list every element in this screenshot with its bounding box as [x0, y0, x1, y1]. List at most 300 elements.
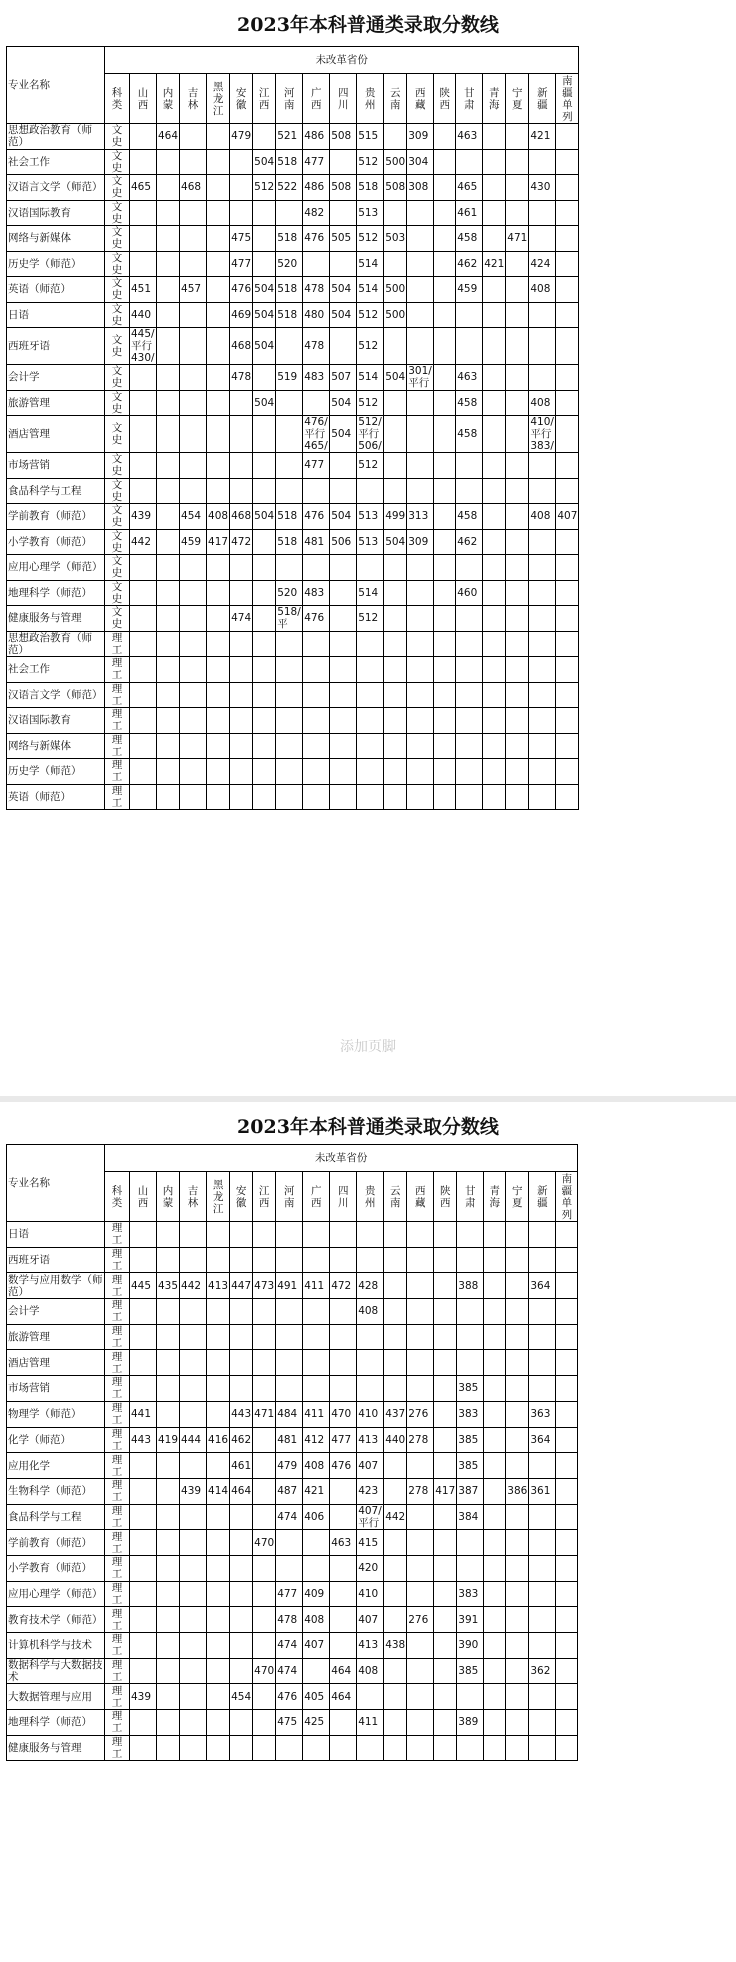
score-cell: 408	[529, 390, 556, 416]
score-cell	[384, 416, 407, 453]
score-cell: 504	[384, 529, 407, 555]
ke-cell: 理 工	[105, 1222, 130, 1248]
score-cell	[230, 1581, 253, 1607]
score-cell	[180, 1350, 207, 1376]
score-cell	[276, 1376, 303, 1402]
score-cell	[506, 1222, 529, 1248]
score-cell	[529, 1299, 556, 1325]
score-cell	[556, 657, 579, 683]
score-cell	[157, 580, 180, 606]
score-cell	[180, 390, 207, 416]
score-cell	[556, 1735, 578, 1761]
major-name-cell: 历史学（师范）	[7, 251, 105, 277]
score-cell	[253, 555, 276, 581]
score-cell: 464	[157, 124, 180, 150]
score-cell	[230, 759, 253, 785]
table-row	[7, 251, 579, 277]
score-cell	[556, 124, 579, 150]
province-header: 河 南	[276, 1172, 303, 1222]
ke-cell: 文 史	[105, 580, 130, 606]
score-cell	[157, 328, 180, 365]
score-cell	[457, 1324, 484, 1350]
score-cell	[434, 175, 456, 201]
table-row	[7, 1273, 578, 1299]
score-cell	[276, 453, 303, 479]
score-cell	[556, 1453, 578, 1479]
score-cell	[330, 631, 357, 657]
score-cell	[253, 1350, 276, 1376]
score-cell	[529, 365, 556, 391]
table-row	[7, 1504, 578, 1530]
score-cell: 482	[303, 200, 330, 226]
score-cell	[384, 1350, 407, 1376]
score-cell	[384, 478, 407, 504]
score-cell	[384, 1324, 407, 1350]
score-cell	[483, 390, 506, 416]
score-cell	[407, 1658, 434, 1684]
score-cell	[483, 365, 506, 391]
score-cell	[457, 1530, 484, 1556]
score-cell	[434, 1581, 457, 1607]
score-cell	[157, 1504, 180, 1530]
province-header: 西 藏	[407, 74, 434, 124]
score-cell	[330, 200, 357, 226]
major-name-cell: 应用心理学（师范）	[7, 555, 105, 581]
ke-cell: 理 工	[105, 1376, 130, 1402]
score-cell	[330, 1299, 357, 1325]
ke-cell: 理 工	[105, 1633, 130, 1659]
score-cell	[157, 453, 180, 479]
score-cell	[230, 175, 253, 201]
score-cell: 477	[303, 149, 330, 175]
score-cell	[556, 149, 579, 175]
score-cell: 514	[357, 365, 384, 391]
score-cell: 500	[384, 302, 407, 328]
score-cell	[180, 631, 207, 657]
score-cell: 504	[330, 302, 357, 328]
score-cell	[303, 733, 330, 759]
table-row	[7, 416, 579, 453]
province-header: 青 海	[484, 1172, 506, 1222]
score-cell	[456, 733, 483, 759]
score-cell	[130, 149, 157, 175]
score-cell	[130, 1530, 157, 1556]
table-row	[7, 682, 579, 708]
score-cell	[484, 1401, 506, 1427]
score-cell	[456, 149, 483, 175]
major-name-cell: 学前教育（师范）	[7, 504, 105, 530]
score-cell	[207, 416, 230, 453]
score-cell	[529, 529, 556, 555]
score-cell: 443	[130, 1427, 157, 1453]
score-cell	[230, 1735, 253, 1761]
ke-cell: 理 工	[105, 1350, 130, 1376]
score-cell	[483, 478, 506, 504]
score-cell	[556, 1427, 578, 1453]
score-cell	[207, 478, 230, 504]
score-cell	[407, 631, 434, 657]
score-cell	[407, 1581, 434, 1607]
score-cell	[434, 226, 456, 252]
score-cell	[556, 1607, 578, 1633]
score-cell	[330, 1504, 357, 1530]
score-cell: 414	[207, 1478, 230, 1504]
major-name-cell: 大数据管理与应用	[7, 1684, 105, 1710]
score-cell: 362	[529, 1658, 556, 1684]
score-cell	[483, 453, 506, 479]
score-cell: 486	[303, 175, 330, 201]
score-cell	[180, 759, 207, 785]
score-cell	[276, 200, 303, 226]
score-cell	[357, 1350, 384, 1376]
table-row	[7, 1581, 578, 1607]
score-cell	[230, 1504, 253, 1530]
table-row	[7, 453, 579, 479]
score-cell	[276, 657, 303, 683]
score-cell	[130, 1658, 157, 1684]
score-cell	[556, 328, 579, 365]
score-cell	[434, 529, 456, 555]
ke-cell: 文 史	[105, 277, 130, 303]
major-name-cell: 日语	[7, 302, 105, 328]
score-cell	[303, 708, 330, 734]
score-cell	[207, 1607, 230, 1633]
score-cell	[434, 1530, 457, 1556]
score-cell: 411	[303, 1273, 330, 1299]
score-cell	[207, 1555, 230, 1581]
province-header: 宁 夏	[506, 1172, 529, 1222]
score-cell	[330, 1376, 357, 1402]
ke-cell: 理 工	[105, 1530, 130, 1556]
score-cell	[506, 657, 529, 683]
score-cell	[556, 1581, 578, 1607]
province-header: 西 藏	[407, 1172, 434, 1222]
score-cell	[253, 1710, 276, 1736]
score-cell	[130, 555, 157, 581]
score-cell	[556, 1710, 578, 1736]
score-cell	[529, 1607, 556, 1633]
add-footer-link[interactable]: 添加页脚	[340, 1039, 396, 1055]
score-cell	[456, 302, 483, 328]
score-cell	[180, 682, 207, 708]
score-cell	[384, 1376, 407, 1402]
score-cell	[253, 365, 276, 391]
score-cell	[130, 1607, 157, 1633]
score-cell	[253, 1453, 276, 1479]
score-cell	[230, 1222, 253, 1248]
score-cell: 518	[276, 149, 303, 175]
major-name-cell: 物理学（师范）	[7, 1401, 105, 1427]
score-cell: 425	[303, 1710, 330, 1736]
score-cell: 406	[303, 1504, 330, 1530]
score-cell	[303, 682, 330, 708]
score-cell	[330, 1710, 357, 1736]
score-cell	[506, 328, 529, 365]
score-cell	[157, 277, 180, 303]
score-cell	[207, 277, 230, 303]
score-cell	[230, 390, 253, 416]
score-cell: 508	[384, 175, 407, 201]
score-cell	[484, 1555, 506, 1581]
score-cell: 512	[357, 226, 384, 252]
score-cell	[529, 149, 556, 175]
major-name-cell: 旅游管理	[7, 1324, 105, 1350]
table-row	[7, 1530, 578, 1556]
score-cell: 470	[253, 1530, 276, 1556]
score-cell	[384, 631, 407, 657]
score-cell	[157, 226, 180, 252]
score-cell: 391	[457, 1607, 484, 1633]
score-cell: 478	[276, 1607, 303, 1633]
table-row	[7, 1684, 578, 1710]
score-cell: 472	[230, 529, 253, 555]
score-cell	[434, 1504, 457, 1530]
score-cell	[180, 251, 207, 277]
score-cell: 521	[276, 124, 303, 150]
score-cell	[506, 1530, 529, 1556]
score-cell	[276, 1247, 303, 1273]
score-cell	[529, 1581, 556, 1607]
score-cell: 463	[456, 365, 483, 391]
score-cell	[303, 1735, 330, 1761]
score-cell	[330, 1324, 357, 1350]
score-cell	[529, 226, 556, 252]
score-cell	[483, 759, 506, 785]
score-cell: 505	[330, 226, 357, 252]
score-cell: 481	[276, 1427, 303, 1453]
table-row	[7, 631, 579, 657]
score-cell	[483, 708, 506, 734]
table-row	[7, 1427, 578, 1453]
score-cell	[230, 1607, 253, 1633]
score-cell	[506, 1401, 529, 1427]
score-cell: 440	[384, 1427, 407, 1453]
score-cell: 518	[276, 277, 303, 303]
major-name-cell: 地理科学（师范）	[7, 580, 105, 606]
score-cell	[556, 453, 579, 479]
major-name-cell: 地理科学（师范）	[7, 1710, 105, 1736]
score-cell	[457, 1735, 484, 1761]
score-cell	[556, 1376, 578, 1402]
score-cell: 504	[384, 365, 407, 391]
score-cell	[529, 1247, 556, 1273]
score-cell	[384, 657, 407, 683]
score-cell	[253, 1222, 276, 1248]
ke-cell: 理 工	[105, 1324, 130, 1350]
score-cell	[434, 1376, 457, 1402]
score-cell	[506, 529, 529, 555]
score-cell: 470	[330, 1401, 357, 1427]
score-cell: 460	[456, 580, 483, 606]
score-cell	[130, 1555, 157, 1581]
major-name-cell: 历史学（师范）	[7, 759, 105, 785]
score-cell	[253, 200, 276, 226]
score-cell	[483, 580, 506, 606]
score-cell	[330, 453, 357, 479]
table-row	[7, 733, 579, 759]
province-header: 黑 龙 江	[207, 1172, 230, 1222]
major-name-cell: 学前教育（师范）	[7, 1530, 105, 1556]
score-cell: 512	[357, 302, 384, 328]
score-cell	[483, 302, 506, 328]
score-cell: 476	[303, 504, 330, 530]
score-cell	[303, 1299, 330, 1325]
score-cell	[483, 277, 506, 303]
score-cell	[180, 124, 207, 150]
score-cell	[483, 504, 506, 530]
ke-cell: 理 工	[105, 1453, 130, 1479]
table-row	[7, 1299, 578, 1325]
province-header: 山 西	[130, 1172, 157, 1222]
score-cell	[157, 1222, 180, 1248]
major-name-cell: 社会工作	[7, 657, 105, 683]
score-cell	[506, 784, 529, 810]
score-cell	[157, 416, 180, 453]
ke-cell: 文 史	[105, 504, 130, 530]
score-cell	[384, 453, 407, 479]
ke-cell: 文 史	[105, 124, 130, 150]
score-cell	[529, 682, 556, 708]
score-cell: 421	[483, 251, 506, 277]
ke-cell: 文 史	[105, 302, 130, 328]
score-cell	[484, 1299, 506, 1325]
major-name-cell: 健康服务与管理	[7, 1735, 105, 1761]
score-cell: 430	[529, 175, 556, 201]
score-cell: 484	[276, 1401, 303, 1427]
score-cell	[529, 1555, 556, 1581]
score-cell: 458	[456, 390, 483, 416]
score-cell	[384, 1581, 407, 1607]
score-cell	[529, 657, 556, 683]
score-cell	[330, 759, 357, 785]
score-cell	[484, 1427, 506, 1453]
score-cell	[207, 1299, 230, 1325]
score-cell	[434, 149, 456, 175]
ke-cell: 文 史	[105, 453, 130, 479]
score-cell	[407, 682, 434, 708]
score-cell: 474	[276, 1658, 303, 1684]
score-cell	[407, 1555, 434, 1581]
score-cell: 464	[330, 1658, 357, 1684]
score-cell: 276	[407, 1607, 434, 1633]
score-cell	[483, 682, 506, 708]
score-cell	[556, 733, 579, 759]
major-name-cell: 教育技术学（师范）	[7, 1607, 105, 1633]
score-cell	[130, 390, 157, 416]
score-cell: 461	[456, 200, 483, 226]
score-cell	[253, 453, 276, 479]
table-row	[7, 784, 579, 810]
score-cell	[130, 1247, 157, 1273]
score-cell	[276, 478, 303, 504]
province-header: 吉 林	[180, 74, 207, 124]
score-cell	[253, 733, 276, 759]
score-cell	[407, 555, 434, 581]
ke-cell: 理 工	[105, 759, 130, 785]
score-cell: 481	[303, 529, 330, 555]
score-cell	[556, 478, 579, 504]
score-cell	[157, 1478, 180, 1504]
score-cell: 410	[357, 1581, 384, 1607]
score-cell	[434, 328, 456, 365]
score-cell	[456, 478, 483, 504]
score-cell	[407, 708, 434, 734]
score-cell	[330, 657, 357, 683]
score-cell	[157, 1658, 180, 1684]
score-cell	[230, 708, 253, 734]
score-cell: 407/ 平行	[358, 1504, 382, 1529]
score-cell: 513	[357, 504, 384, 530]
score-cell: 389	[457, 1710, 484, 1736]
major-name-cell: 西班牙语	[7, 1247, 105, 1273]
score-cell	[506, 124, 529, 150]
score-cell	[180, 708, 207, 734]
score-cell	[434, 200, 456, 226]
table-row	[7, 1376, 578, 1402]
score-cell	[434, 504, 456, 530]
score-cell	[157, 555, 180, 581]
score-cell	[384, 390, 407, 416]
score-cell	[556, 682, 579, 708]
score-cell	[207, 1710, 230, 1736]
score-cell: 439	[180, 1478, 207, 1504]
province-group-header: 未改革省份	[105, 1145, 578, 1172]
score-cell	[384, 1555, 407, 1581]
table-row	[7, 302, 579, 328]
province-header: 黑 龙 江	[207, 74, 230, 124]
score-cell	[303, 784, 330, 810]
score-cell	[157, 529, 180, 555]
score-cell: 278	[407, 1478, 434, 1504]
score-cell	[276, 1299, 303, 1325]
score-cell	[207, 251, 230, 277]
score-cell: 468	[230, 328, 253, 365]
score-cell	[253, 657, 276, 683]
major-name-cell: 酒店管理	[7, 1350, 105, 1376]
score-cell: 506	[330, 529, 357, 555]
score-cell	[483, 631, 506, 657]
ke-cell: 文 史	[105, 390, 130, 416]
table-row	[7, 1401, 578, 1427]
score-cell	[483, 200, 506, 226]
score-cell	[556, 708, 579, 734]
score-cell: 384	[457, 1504, 484, 1530]
province-header: 江 西	[253, 74, 276, 124]
table-row	[7, 175, 579, 201]
score-cell	[456, 555, 483, 581]
province-header: 吉 林	[180, 1172, 207, 1222]
score-cell	[483, 175, 506, 201]
score-cell: 410/ 平行383/	[530, 416, 554, 452]
major-name-cell: 汉语国际教育	[7, 708, 105, 734]
score-cell	[506, 1247, 529, 1273]
score-cell	[357, 1247, 384, 1273]
major-name-cell: 市场营销	[7, 1376, 105, 1402]
score-cell	[357, 1735, 384, 1761]
score-cell: 385	[457, 1427, 484, 1453]
score-cell	[157, 1633, 180, 1659]
major-name-cell: 市场营销	[7, 453, 105, 479]
score-cell: 479	[276, 1453, 303, 1479]
score-cell	[303, 1350, 330, 1376]
score-cell	[253, 1299, 276, 1325]
score-cell	[456, 784, 483, 810]
score-cell	[157, 1710, 180, 1736]
score-cell: 504	[253, 328, 276, 365]
score-cell	[384, 1273, 407, 1299]
score-cell	[130, 1735, 157, 1761]
score-cell	[529, 328, 556, 365]
